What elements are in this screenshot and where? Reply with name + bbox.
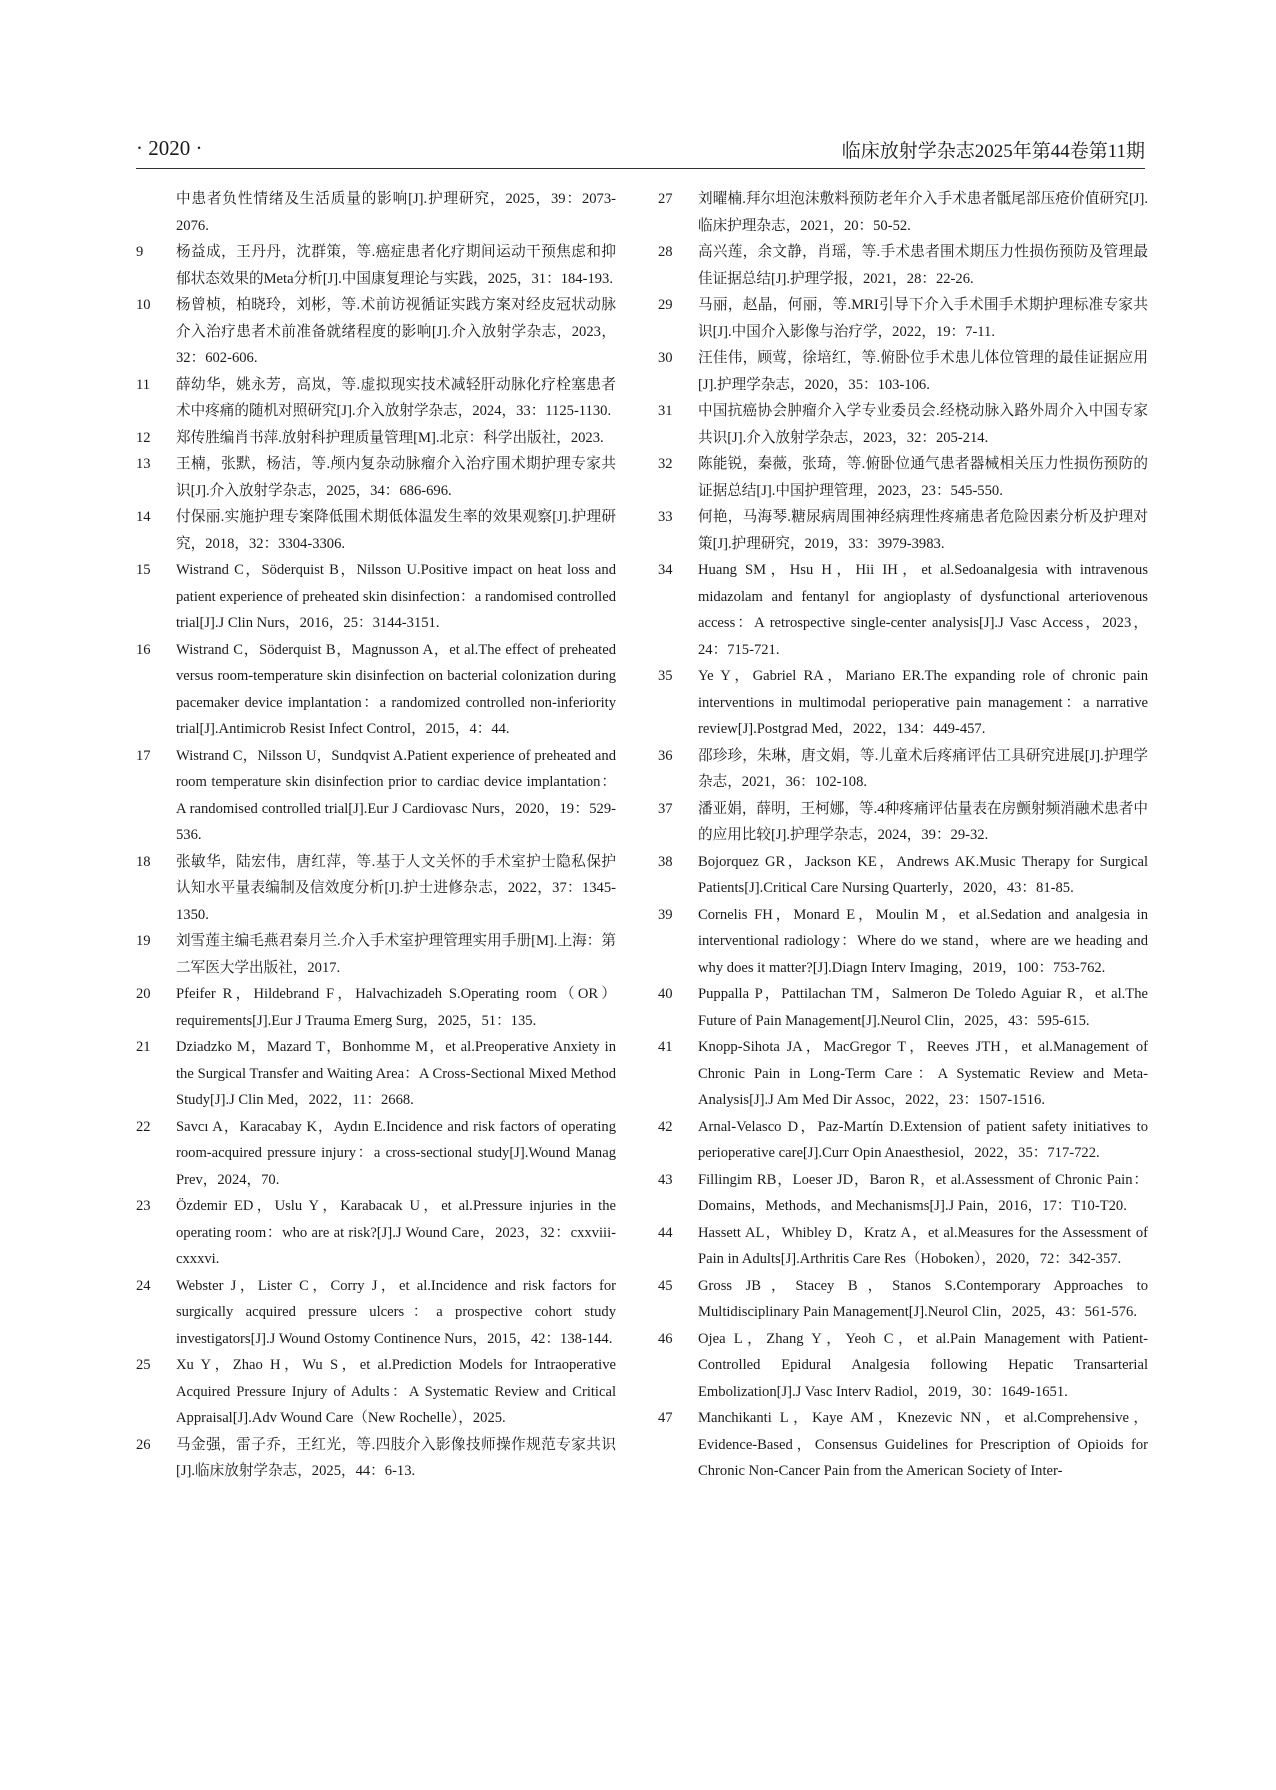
reference-number: 24	[136, 1277, 151, 1294]
reference-item	[658, 902, 1148, 982]
reference-text: Fillingim RB，Loeser JD，Baron R，et al.Assessment of Chronic Pain：Domains，Methods，and Mechanisms[J].J Pain，2016，17：T10-T20.	[698, 1171, 1148, 1214]
reference-number: 18	[136, 853, 151, 870]
reference-text: Bojorquez GR，Jackson KE，Andrews AK.Music Therapy for Surgical Patients[J].Critical Care Nursing Quarterly，2020，43：81-85.	[698, 853, 1148, 896]
reference-text: 刘雪莲主编毛燕君秦月兰.介入手术室护理管理实用手册[M].上海：第二军医大学出版社，2017.	[176, 933, 616, 976]
reference-text: Huang SM，Hsu H，Hii IH，et al.Sedoanalgesia with intravenous midazolam and fentanyl for angioplasty of dysfunctional arteriovenous access：A retrospective single-center analysis[J].J Vasc Access，2023，24：715-721.	[698, 562, 1148, 658]
reference-number: 33	[658, 509, 673, 525]
reference-text: Webster J，Lister C，Corry J，et al.Incidence and risk factors for surgically acquired pressure ulcers：a prospective cohort study investigators[J].J Wound Ostomy Continence Nurs，2015，42：138-144.	[176, 1277, 616, 1347]
references-left-column	[136, 186, 616, 1485]
reference-number: 28	[658, 244, 673, 260]
reference-item	[136, 1193, 616, 1273]
reference-number: 39	[658, 906, 673, 923]
reference-text: 高兴莲，余文静，肖瑶，等.手术患者围术期压力性损伤预防及管理最佳证据总结[J].护理学报，2021，28：22-26.	[698, 244, 1148, 287]
reference-number: 44	[658, 1224, 673, 1241]
reference-number: 16	[136, 641, 151, 658]
reference-text: Puppalla P，Pattilachan TM，Salmeron De Toledo Aguiar R，et al.The Future of Pain Management[J].Neurol Clin，2025，43：595-615.	[698, 986, 1148, 1029]
reference-text: 王楠，张默，杨洁，等.颅内复杂动脉瘤介入治疗围术期护理专家共识[J].介入放射学杂志，2025，34：686-696.	[176, 456, 616, 499]
reference-item	[136, 239, 616, 292]
reference-number: 25	[136, 1357, 151, 1373]
reference-text: 付保丽.实施护理专案降低围术期低体温发生率的效果观察[J].护理研究，2018，32：3304-3306.	[176, 509, 616, 552]
reference-text: Wistrand C，Söderquist B，Magnusson A，et al.The effect of preheated versus room-temperature skin disinfection on bacterial colonization during pacemaker device implantation：a randomized controlled non-inferiority trial[J].Antimicrob Resist Infect Control，2015，4：44.	[176, 641, 616, 737]
reference-item	[658, 504, 1148, 557]
reference-text: Dziadzko M，Mazard T，Bonhomme M，et al.Preoperative Anxiety in the Surgical Transfer and Waiting Area：A Cross-Sectional Mixed Method Study[J].J Clin Med，2022，11：2668.	[176, 1039, 616, 1108]
header-rule	[136, 168, 1145, 169]
reference-number: 23	[136, 1198, 151, 1214]
reference-text: 汪佳伟，顾莺，徐培红，等.俯卧位手术患儿体位管理的最佳证据应用[J].护理学杂志，2020，35：103-106.	[698, 350, 1148, 393]
page-number: · 2020 ·	[136, 136, 203, 160]
reference-item	[658, 796, 1148, 849]
reference-text: 马丽，赵晶，何丽，等.MRI引导下介入手术围手术期护理标准专家共识[J].中国介入影像与治疗学，2022，19：7-11.	[698, 297, 1148, 340]
reference-item	[658, 345, 1148, 398]
reference-item	[658, 1114, 1148, 1167]
reference-item	[658, 451, 1148, 504]
reference-text: Manchikanti L，Kaye AM，Knezevic NN，et al.Comprehensive，Evidence-Based，Consensus Guidelines for Prescription of Opioids for Chronic Non-Cancer Pain from the American Society of Inter-	[698, 1410, 1148, 1479]
reference-item	[658, 186, 1148, 239]
reference-number: 45	[658, 1277, 673, 1294]
reference-number: 12	[136, 429, 151, 446]
reference-number: 36	[658, 747, 673, 764]
reference-item	[136, 1352, 616, 1432]
reference-text: Xu Y，Zhao H，Wu S，et al.Prediction Models for Intraoperative Acquired Pressure Injury of Adults：A Systematic Review and Critical Appraisal[J].Adv Wound Care（New Rochelle），2025.	[176, 1357, 616, 1426]
reference-text: Gross JB，Stacey B，Stanos S.Contemporary Approaches to Multidisciplinary Pain Management[J].Neurol Clin，2025，43：561-576.	[698, 1277, 1148, 1320]
reference-text: Özdemir ED，Uslu Y，Karabacak U，et al.Pressure injuries in the operating room：who are at risk?[J].J Wound Care，2023，32：cxxviii-cxxxvi.	[176, 1198, 616, 1267]
reference-item	[136, 292, 616, 372]
reference-number: 11	[136, 376, 151, 393]
reference-item	[136, 425, 616, 452]
reference-text: 潘亚娟，薛明，王柯娜，等.4种疼痛评估量表在房颤射频消融术患者中的应用比较[J].护理学杂志，2024，39：29-32.	[698, 800, 1148, 843]
reference-number: 29	[658, 297, 673, 313]
reference-number: 47	[658, 1410, 673, 1426]
reference-item	[136, 981, 616, 1034]
reference-number: 32	[658, 456, 673, 472]
references-right-column	[658, 186, 1148, 1485]
reference-item	[136, 1273, 616, 1353]
reference-number: 41	[658, 1039, 673, 1055]
reference-item	[658, 1034, 1148, 1114]
reference-item	[658, 239, 1148, 292]
page-header	[136, 136, 1145, 166]
reference-text: Pfeifer R，Hildebrand F，Halvachizadeh S.Operating room（OR）requirements[J].Eur J Trauma Emerg Surg，2025，51：135.	[176, 986, 616, 1029]
reference-number: 22	[136, 1118, 151, 1135]
reference-number: 37	[658, 800, 673, 817]
reference-number: 31	[658, 403, 673, 419]
reference-item	[136, 637, 616, 743]
reference-item	[658, 557, 1148, 663]
reference-number: 13	[136, 456, 151, 472]
reference-item	[136, 451, 616, 504]
reference-number: 9	[136, 244, 144, 260]
reference-text: 刘曜楠.拜尔坦泡沫敷料预防老年介入手术患者骶尾部压疮价值研究[J].临床护理杂志，2021，20：50-52.	[698, 191, 1148, 234]
reference-text: Wistrand C，Nilsson U，Sundqvist A.Patient experience of preheated and room temperature skin disinfection prior to cardiac device implantation：A randomised controlled trial[J].Eur J Cardiovasc Nurs，2020，19：529-536.	[176, 747, 616, 843]
reference-item	[658, 981, 1148, 1034]
reference-item	[658, 292, 1148, 345]
reference-text: 杨益成，王丹丹，沈群策，等.癌症患者化疗期间运动干预焦虑和抑郁状态效果的Meta分析[J].中国康复理论与实践，2025，31：184-193.	[176, 244, 616, 287]
reference-number: 40	[658, 986, 673, 1002]
reference-text: Wistrand C，Söderquist B，Nilsson U.Positive impact on heat loss and patient experience of preheated skin disinfection：a randomised controlled trial[J].J Clin Nurs，2016，25：3144-3151.	[176, 562, 616, 631]
reference-text: 马金强，雷子乔，王红光，等.四肢介入影像技师操作规范专家共识[J].临床放射学杂志，2025，44：6-13.	[176, 1436, 616, 1479]
reference-number: 14	[136, 509, 151, 525]
reference-number: 42	[658, 1118, 673, 1135]
reference-item	[136, 504, 616, 557]
reference-number: 43	[658, 1171, 673, 1188]
reference-number: 30	[658, 350, 673, 366]
reference-item	[658, 1405, 1148, 1485]
reference-item	[136, 928, 616, 981]
reference-item	[658, 1167, 1148, 1220]
reference-item	[658, 398, 1148, 451]
reference-item	[658, 743, 1148, 796]
reference-item	[658, 849, 1148, 902]
reference-item	[136, 1114, 616, 1194]
reference-text: Knopp-Sihota JA，MacGregor T，Reeves JTH，et al.Management of Chronic Pain in Long-Term Care：A Systematic Review and Meta-Analysis[J].J Am Med Dir Assoc，2022，23：1507-1516.	[698, 1039, 1148, 1108]
reference-text: 中患者负性情绪及生活质量的影响[J].护理研究，2025，39：2073-2076.	[176, 191, 616, 234]
reference-item	[136, 372, 616, 425]
reference-number: 15	[136, 562, 151, 578]
reference-text: Savcı A，Karacabay K，Aydın E.Incidence and risk factors of operating room-acquired pressure injury：a cross-sectional study[J].Wound Manag Prev，2024，70.	[176, 1118, 616, 1188]
reference-number: 35	[658, 668, 673, 684]
reference-item	[136, 743, 616, 849]
reference-text: 中国抗癌协会肿瘤介入学专业委员会.经桡动脉入路外周介入中国专家共识[J].介入放射学杂志，2023，32：205-214.	[698, 403, 1148, 446]
journal-title: 临床放射学杂志2025年第44卷第11期	[841, 141, 1145, 162]
reference-text: 张敏华，陆宏伟，唐红萍，等.基于人文关怀的手术室护士隐私保护认知水平量表编制及信效度分析[J].护士进修杂志，2022，37：1345-1350.	[176, 853, 616, 923]
reference-number: 27	[658, 191, 673, 207]
reference-text: Arnal-Velasco D，Paz-Martín D.Extension of patient safety initiatives to perioperative care[J].Curr Opin Anaesthesiol，2022，35：717-722.	[698, 1118, 1148, 1161]
reference-number: 46	[658, 1330, 673, 1347]
reference-text: 薛幼华，姚永芳，高岚，等.虚拟现实技术减轻肝动脉化疗栓塞患者术中疼痛的随机对照研究[J].介入放射学杂志，2024，33：1125-1130.	[176, 376, 616, 419]
reference-number: 10	[136, 297, 151, 313]
reference-text: 陈能锐，秦薇，张琦，等.俯卧位通气患者器械相关压力性损伤预防的证据总结[J].中国护理管理，2023，23：545-550.	[698, 456, 1148, 499]
reference-number: 19	[136, 933, 151, 949]
reference-item	[136, 1432, 616, 1485]
reference-text: Hassett AL，Whibley D，Kratz A，et al.Measures for the Assessment of Pain in Adults[J].Arthritis Care Res（Hoboken），2020，72：342-357.	[698, 1224, 1148, 1267]
reference-text: Ojea L，Zhang Y，Yeoh C，et al.Pain Management with Patient-Controlled Epidural Analgesia following Hepatic Transarterial Embolization[J].J Vasc Interv Radiol，2019，30：1649-1651.	[698, 1330, 1148, 1400]
reference-number: 20	[136, 986, 151, 1002]
reference-item	[136, 1034, 616, 1114]
reference-text: Cornelis FH，Monard E，Moulin M，et al.Sedation and analgesia in interventional radiology：Where do we stand，where are we heading and why does it matter?[J].Diagn Interv Imaging，2019，100：753-762.	[698, 906, 1148, 976]
reference-number: 26	[136, 1436, 151, 1453]
reference-item	[136, 849, 616, 929]
reference-text: 郑传胜编肖书萍.放射科护理质量管理[M].北京：科学出版社，2023.	[176, 429, 604, 446]
reference-text: 邵珍珍，朱琳，唐文娟，等.儿童术后疼痛评估工具研究进展[J].护理学杂志，2021，36：102-108.	[698, 747, 1148, 790]
reference-number: 21	[136, 1039, 151, 1055]
reference-text: 何艳，马海琴.糖尿病周围神经病理性疼痛患者危险因素分析及护理对策[J].护理研究，2019，33：3979-3983.	[698, 509, 1148, 552]
reference-item	[658, 1273, 1148, 1326]
reference-number: 17	[136, 747, 151, 764]
reference-number: 34	[658, 562, 673, 578]
reference-item	[658, 1326, 1148, 1406]
reference-number: 38	[658, 853, 673, 870]
reference-item	[658, 663, 1148, 743]
reference-item	[136, 186, 616, 239]
reference-text: 杨曾桢，柏晓玲，刘彬，等.术前访视循证实践方案对经皮冠状动脉介入治疗患者术前准备就绪程度的影响[J].介入放射学杂志，2023，32：602-606.	[176, 297, 616, 366]
reference-text: Ye Y，Gabriel RA，Mariano ER.The expanding role of chronic pain interventions in multimodal perioperative pain management：a narrative review[J].Postgrad Med，2022，134：449-457.	[698, 668, 1148, 737]
reference-item	[658, 1220, 1148, 1273]
reference-item	[136, 557, 616, 637]
